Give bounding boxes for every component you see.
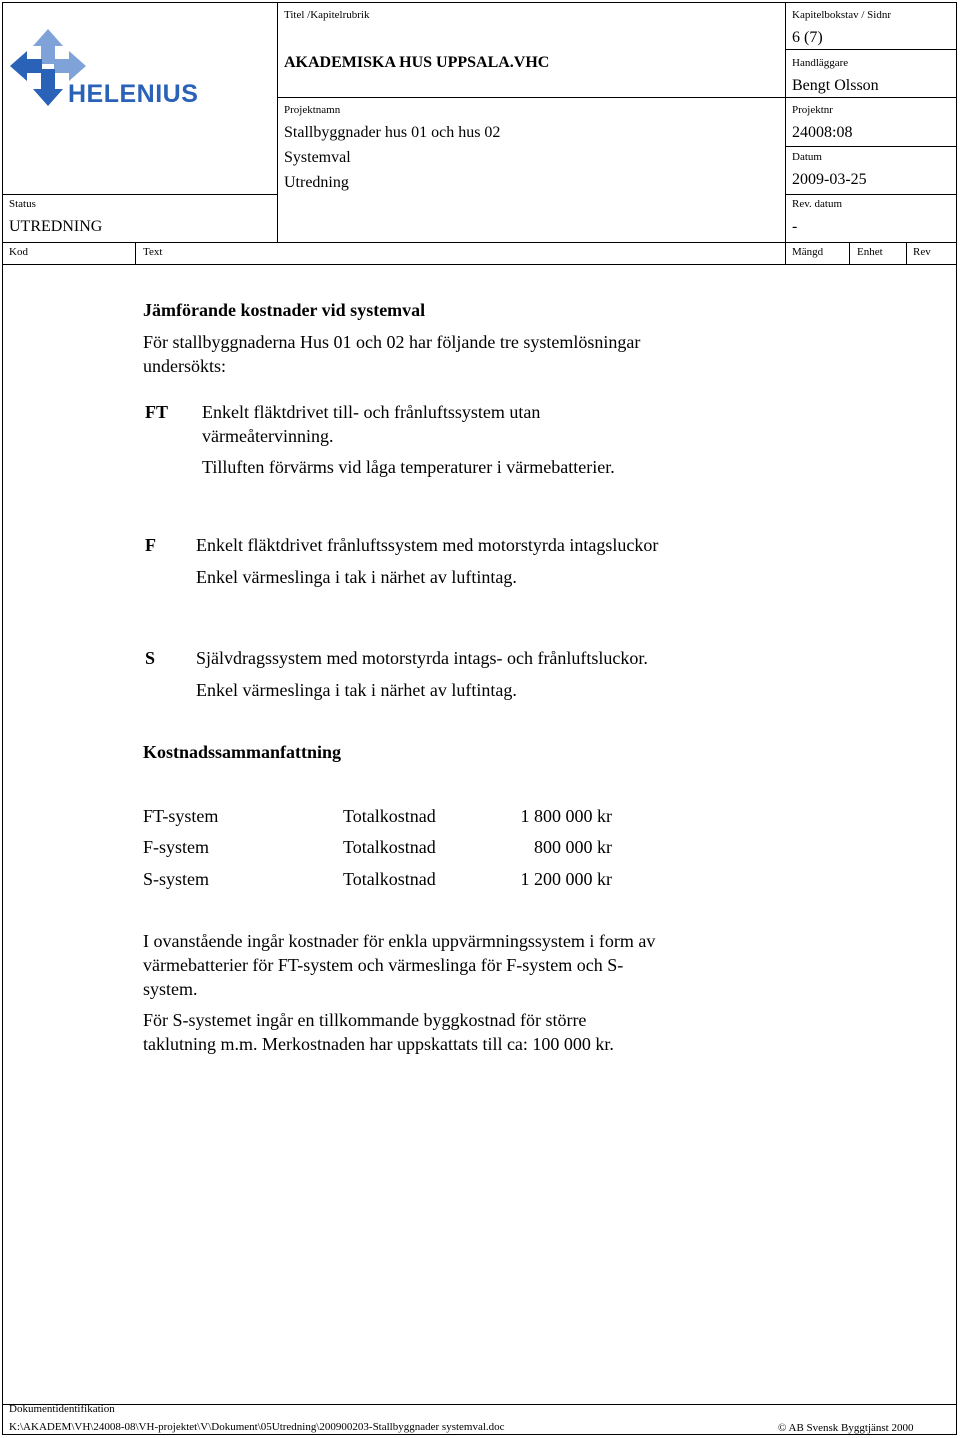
header-rule — [2, 242, 957, 243]
cost-system: F-system — [143, 837, 210, 857]
system-code-f: F — [145, 535, 156, 555]
cost-label: Totalkostnad — [343, 806, 436, 826]
header-rule — [785, 146, 957, 147]
note-line: För S-systemet ingår en tillkommande byggkostnad för större — [143, 1010, 587, 1030]
doc-id-label: Dokumentidentifikation — [9, 1403, 115, 1415]
header-rule — [785, 49, 957, 50]
note-line: taklutning m.m. Merkostnaden har uppskattats till ca: 100 000 kr. — [143, 1034, 614, 1054]
header-divider-logo — [277, 2, 278, 242]
copyright: © AB Svensk Byggtjänst 2000 — [778, 1422, 914, 1434]
note-line: värmebatterier för FT-system och värmeslinga för F-system och S- — [143, 955, 624, 975]
project-number: 24008:08 — [792, 124, 853, 141]
rev-date-label: Rev. datum — [792, 198, 842, 210]
date-value: 2009-03-25 — [792, 171, 867, 188]
helenius-logo — [8, 24, 208, 114]
status-label: Status — [9, 198, 36, 210]
project-name-line-2: Systemval — [284, 149, 351, 166]
handler-label: Handläggare — [792, 57, 849, 69]
doc-path: K:\AKADEM\VH\24008-08\VH-projektet\V\Dokument\05Utredning\200900203-Stallbyggnader systemval.doc — [9, 1421, 505, 1433]
section-heading: Jämförande kostnader vid systemval — [143, 300, 426, 320]
column-mangd: Mängd — [792, 246, 824, 258]
intro-line-1: För stallbyggnaderna Hus 01 och 02 har följande tre systemlösningar — [143, 332, 641, 352]
column-text: Text — [143, 246, 163, 258]
footer-rule — [2, 1404, 957, 1405]
helenius-logo-text: HELENIUS — [68, 80, 199, 108]
system-code-ft: FT — [145, 402, 169, 422]
note-line: system. — [143, 979, 198, 999]
column-kod: Kod — [9, 246, 28, 258]
system-s-line: Självdragssystem med motorstyrda intags- och frånluftsluckor. — [196, 648, 648, 668]
frame-left-border — [2, 2, 3, 1434]
column-divider — [906, 242, 907, 264]
header-rule — [277, 97, 957, 98]
column-divider — [849, 242, 850, 264]
project-name-line-1: Stallbyggnader hus 01 och hus 02 — [284, 124, 501, 141]
cost-system: S-system — [143, 869, 210, 889]
page-number: 6 (7) — [792, 29, 823, 46]
summary-heading: Kostnadssammanfattning — [143, 742, 342, 762]
page-label: Kapitelbokstav / Sidnr — [792, 9, 891, 21]
system-f-line: Enkelt fläktdrivet frånluftssystem med motorstyrda intagsluckor — [196, 535, 659, 555]
column-divider — [785, 242, 786, 264]
frame-right-border — [956, 2, 957, 1434]
project-number-label: Projektnr — [792, 104, 833, 116]
handler-name: Bengt Olsson — [792, 77, 879, 94]
column-divider — [135, 242, 136, 264]
document-title: AKADEMISKA HUS UPPSALA.VHC — [284, 54, 550, 71]
cost-amount: 1 800 000 kr — [520, 806, 612, 826]
frame-top-border — [2, 2, 957, 3]
cost-amount: 800 000 kr — [534, 837, 612, 857]
project-name-label: Projektnamn — [284, 104, 341, 116]
cost-label: Totalkostnad — [343, 837, 436, 857]
frame-bottom-border — [2, 1434, 957, 1435]
title-label: Titel /Kapitelrubrik — [284, 9, 370, 21]
system-ft-line: Tilluften förvärms vid låga temperaturer i värmebatterier. — [202, 457, 615, 477]
cost-amount: 1 200 000 kr — [520, 869, 612, 889]
header-rule — [2, 194, 278, 195]
system-ft-line: värmeåtervinning. — [202, 426, 334, 446]
header-divider-right — [785, 2, 786, 242]
system-f-line: Enkel värmeslinga i tak i närhet av luftintag. — [196, 567, 517, 587]
system-s-line: Enkel värmeslinga i tak i närhet av luftintag. — [196, 680, 517, 700]
note-line: I ovanstående ingår kostnader för enkla uppvärmningssystem i form av — [143, 931, 656, 951]
header-rule — [785, 194, 957, 195]
system-code-s: S — [145, 648, 156, 668]
project-name-line-3: Utredning — [284, 174, 349, 191]
column-rev: Rev — [913, 246, 931, 258]
status-value: UTREDNING — [9, 218, 103, 235]
column-header-rule — [2, 264, 957, 265]
system-ft-line: Enkelt fläktdrivet till- och frånluftssystem utan — [202, 402, 541, 422]
date-label: Datum — [792, 151, 822, 163]
intro-line-2: undersökts: — [143, 356, 226, 376]
column-enhet: Enhet — [857, 246, 883, 258]
cost-system: FT-system — [143, 806, 219, 826]
cost-label: Totalkostnad — [343, 869, 436, 889]
rev-date-value: - — [792, 218, 798, 235]
